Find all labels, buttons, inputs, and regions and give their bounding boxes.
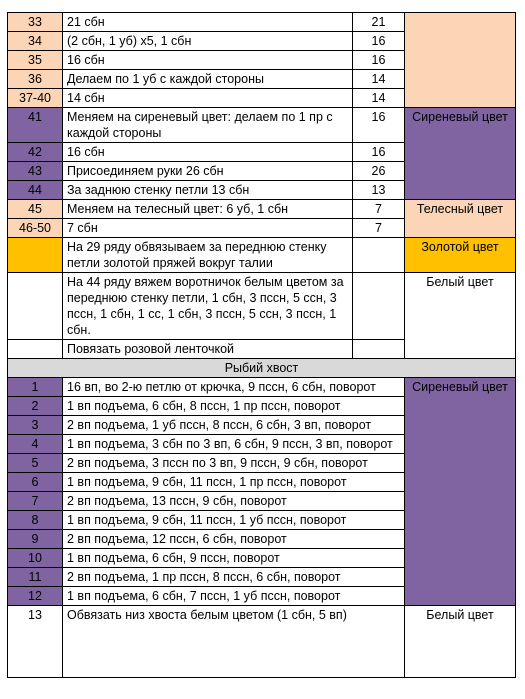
row-number — [8, 273, 63, 340]
color-note-flesh: Телесный цвет — [405, 200, 516, 238]
row-number: 11 — [8, 568, 63, 587]
color-note-lilac: Сиреневый цвет — [405, 378, 516, 606]
row-instruction: На 29 ряду обвязываем за переднюю стенку петли золотой пряжей вокруг талии — [63, 238, 353, 273]
table-row — [8, 273, 516, 340]
stitch-count: 7 — [353, 219, 405, 238]
row-number: 41 — [8, 108, 63, 143]
row-instruction: 1 вп подъема, 6 сбн, 7 пссн, 1 уб пссн, поворот — [63, 587, 405, 606]
stitch-count — [353, 273, 405, 340]
row-number: 1 — [8, 378, 63, 397]
row-instruction: 16 сбн — [63, 143, 353, 162]
row-instruction: 1 вп подъема, 9 сбн, 11 пссн, 1 уб пссн, поворот — [63, 511, 405, 530]
row-number: 3 — [8, 416, 63, 435]
row-instruction: 2 вп подъема, 1 уб пссн, 8 пссн, 6 сбн, 3 вп, поворот — [63, 416, 405, 435]
row-instruction: 16 вп, во 2-ю петлю от крючка, 9 пссн, 6 сбн, поворот — [63, 378, 405, 397]
row-number: 45 — [8, 200, 63, 219]
row-instruction: 7 сбн — [63, 219, 353, 238]
row-instruction: 1 вп подъема, 3 сбн по 3 вп, 6 сбн, 9 пссн, 3 вп, поворот — [63, 435, 405, 454]
table-row — [8, 606, 516, 678]
row-instruction: Меняем на сиреневый цвет: делаем по 1 пр с каждой стороны — [63, 108, 353, 143]
row-number: 6 — [8, 473, 63, 492]
row-number: 13 — [8, 606, 63, 678]
row-number — [8, 340, 63, 359]
row-instruction: За заднюю стенку петли 13 сбн — [63, 181, 353, 200]
row-number: 4 — [8, 435, 63, 454]
row-instruction: 16 сбн — [63, 51, 353, 70]
row-instruction: Повязать розовой ленточкой — [63, 340, 353, 359]
row-number: 34 — [8, 32, 63, 51]
row-instruction: 14 сбн — [63, 89, 353, 108]
row-number: 35 — [8, 51, 63, 70]
table-row — [8, 378, 516, 397]
row-number: 42 — [8, 143, 63, 162]
row-instruction: 1 вп подъема, 6 сбн, 8 пссн, 1 пр пссн, поворот — [63, 397, 405, 416]
row-instruction: 2 вп подъема, 13 пссн, 9 сбн, поворот — [63, 492, 405, 511]
stitch-count: 16 — [353, 32, 405, 51]
stitch-count: 13 — [353, 181, 405, 200]
row-instruction: 21 сбн — [63, 13, 353, 32]
table-row — [8, 13, 516, 32]
row-number: 2 — [8, 397, 63, 416]
stitch-count: 14 — [353, 70, 405, 89]
row-number: 36 — [8, 70, 63, 89]
stitch-count: 16 — [353, 51, 405, 70]
section-title: Рыбий хвост — [8, 359, 516, 378]
table-row — [8, 108, 516, 143]
color-note-gold: Золотой цвет — [405, 238, 516, 273]
row-instruction: Присоединяем руки 26 сбн — [63, 162, 353, 181]
row-number: 43 — [8, 162, 63, 181]
color-note-white: Белый цвет — [405, 606, 516, 678]
row-instruction: Обвязать низ хвоста белым цветом (1 сбн, 5 вп) — [63, 606, 405, 678]
row-number: 44 — [8, 181, 63, 200]
color-note-peach — [405, 13, 516, 108]
row-instruction: 1 вп подъема, 9 сбн, 11 пссн, 1 пр пссн, поворот — [63, 473, 405, 492]
row-instruction: Меняем на телесный цвет: 6 уб, 1 сбн — [63, 200, 353, 219]
row-number — [8, 238, 63, 273]
stitch-count: 16 — [353, 143, 405, 162]
row-number: 37-40 — [8, 89, 63, 108]
stitch-count: 26 — [353, 162, 405, 181]
row-instruction: 2 вп подъема, 1 пр пссн, 8 пссн, 6 сбн, поворот — [63, 568, 405, 587]
stitch-count: 7 — [353, 200, 405, 219]
table-row — [8, 238, 516, 273]
table-row — [8, 200, 516, 219]
row-instruction: На 44 ряду вяжем воротничок белым цветом за переднюю стенку петли, 1 сбн, 3 пссн, 5 ссн, 3 пссн, 1 сбн, 1 сс, 1 сбн, 3 пссн, 5 ссн, 3 пссн, 1 сбн. — [63, 273, 353, 340]
row-instruction: 1 вп подъема, 6 сбн, 9 пссн, поворот — [63, 549, 405, 568]
color-note-lilac: Сиреневый цвет — [405, 108, 516, 200]
pattern-table — [7, 12, 516, 678]
row-number: 7 — [8, 492, 63, 511]
stitch-count: 14 — [353, 89, 405, 108]
row-instruction: 2 вп подъема, 12 пссн, 6 сбн, поворот — [63, 530, 405, 549]
row-instruction: Делаем по 1 уб с каждой стороны — [63, 70, 353, 89]
row-number: 10 — [8, 549, 63, 568]
row-number: 46-50 — [8, 219, 63, 238]
stitch-count — [353, 238, 405, 273]
row-number: 33 — [8, 13, 63, 32]
color-note-white: Белый цвет — [405, 273, 516, 359]
row-instruction: (2 сбн, 1 уб) х5, 1 сбн — [63, 32, 353, 51]
row-number: 8 — [8, 511, 63, 530]
row-number: 9 — [8, 530, 63, 549]
row-number: 12 — [8, 587, 63, 606]
row-instruction: 2 вп подъема, 3 пссн по 3 вп, 9 пссн, 9 сбн, поворот — [63, 454, 405, 473]
stitch-count: 16 — [353, 108, 405, 143]
stitch-count: 21 — [353, 13, 405, 32]
stitch-count — [353, 340, 405, 359]
section-header-row — [8, 359, 516, 378]
row-number: 5 — [8, 454, 63, 473]
